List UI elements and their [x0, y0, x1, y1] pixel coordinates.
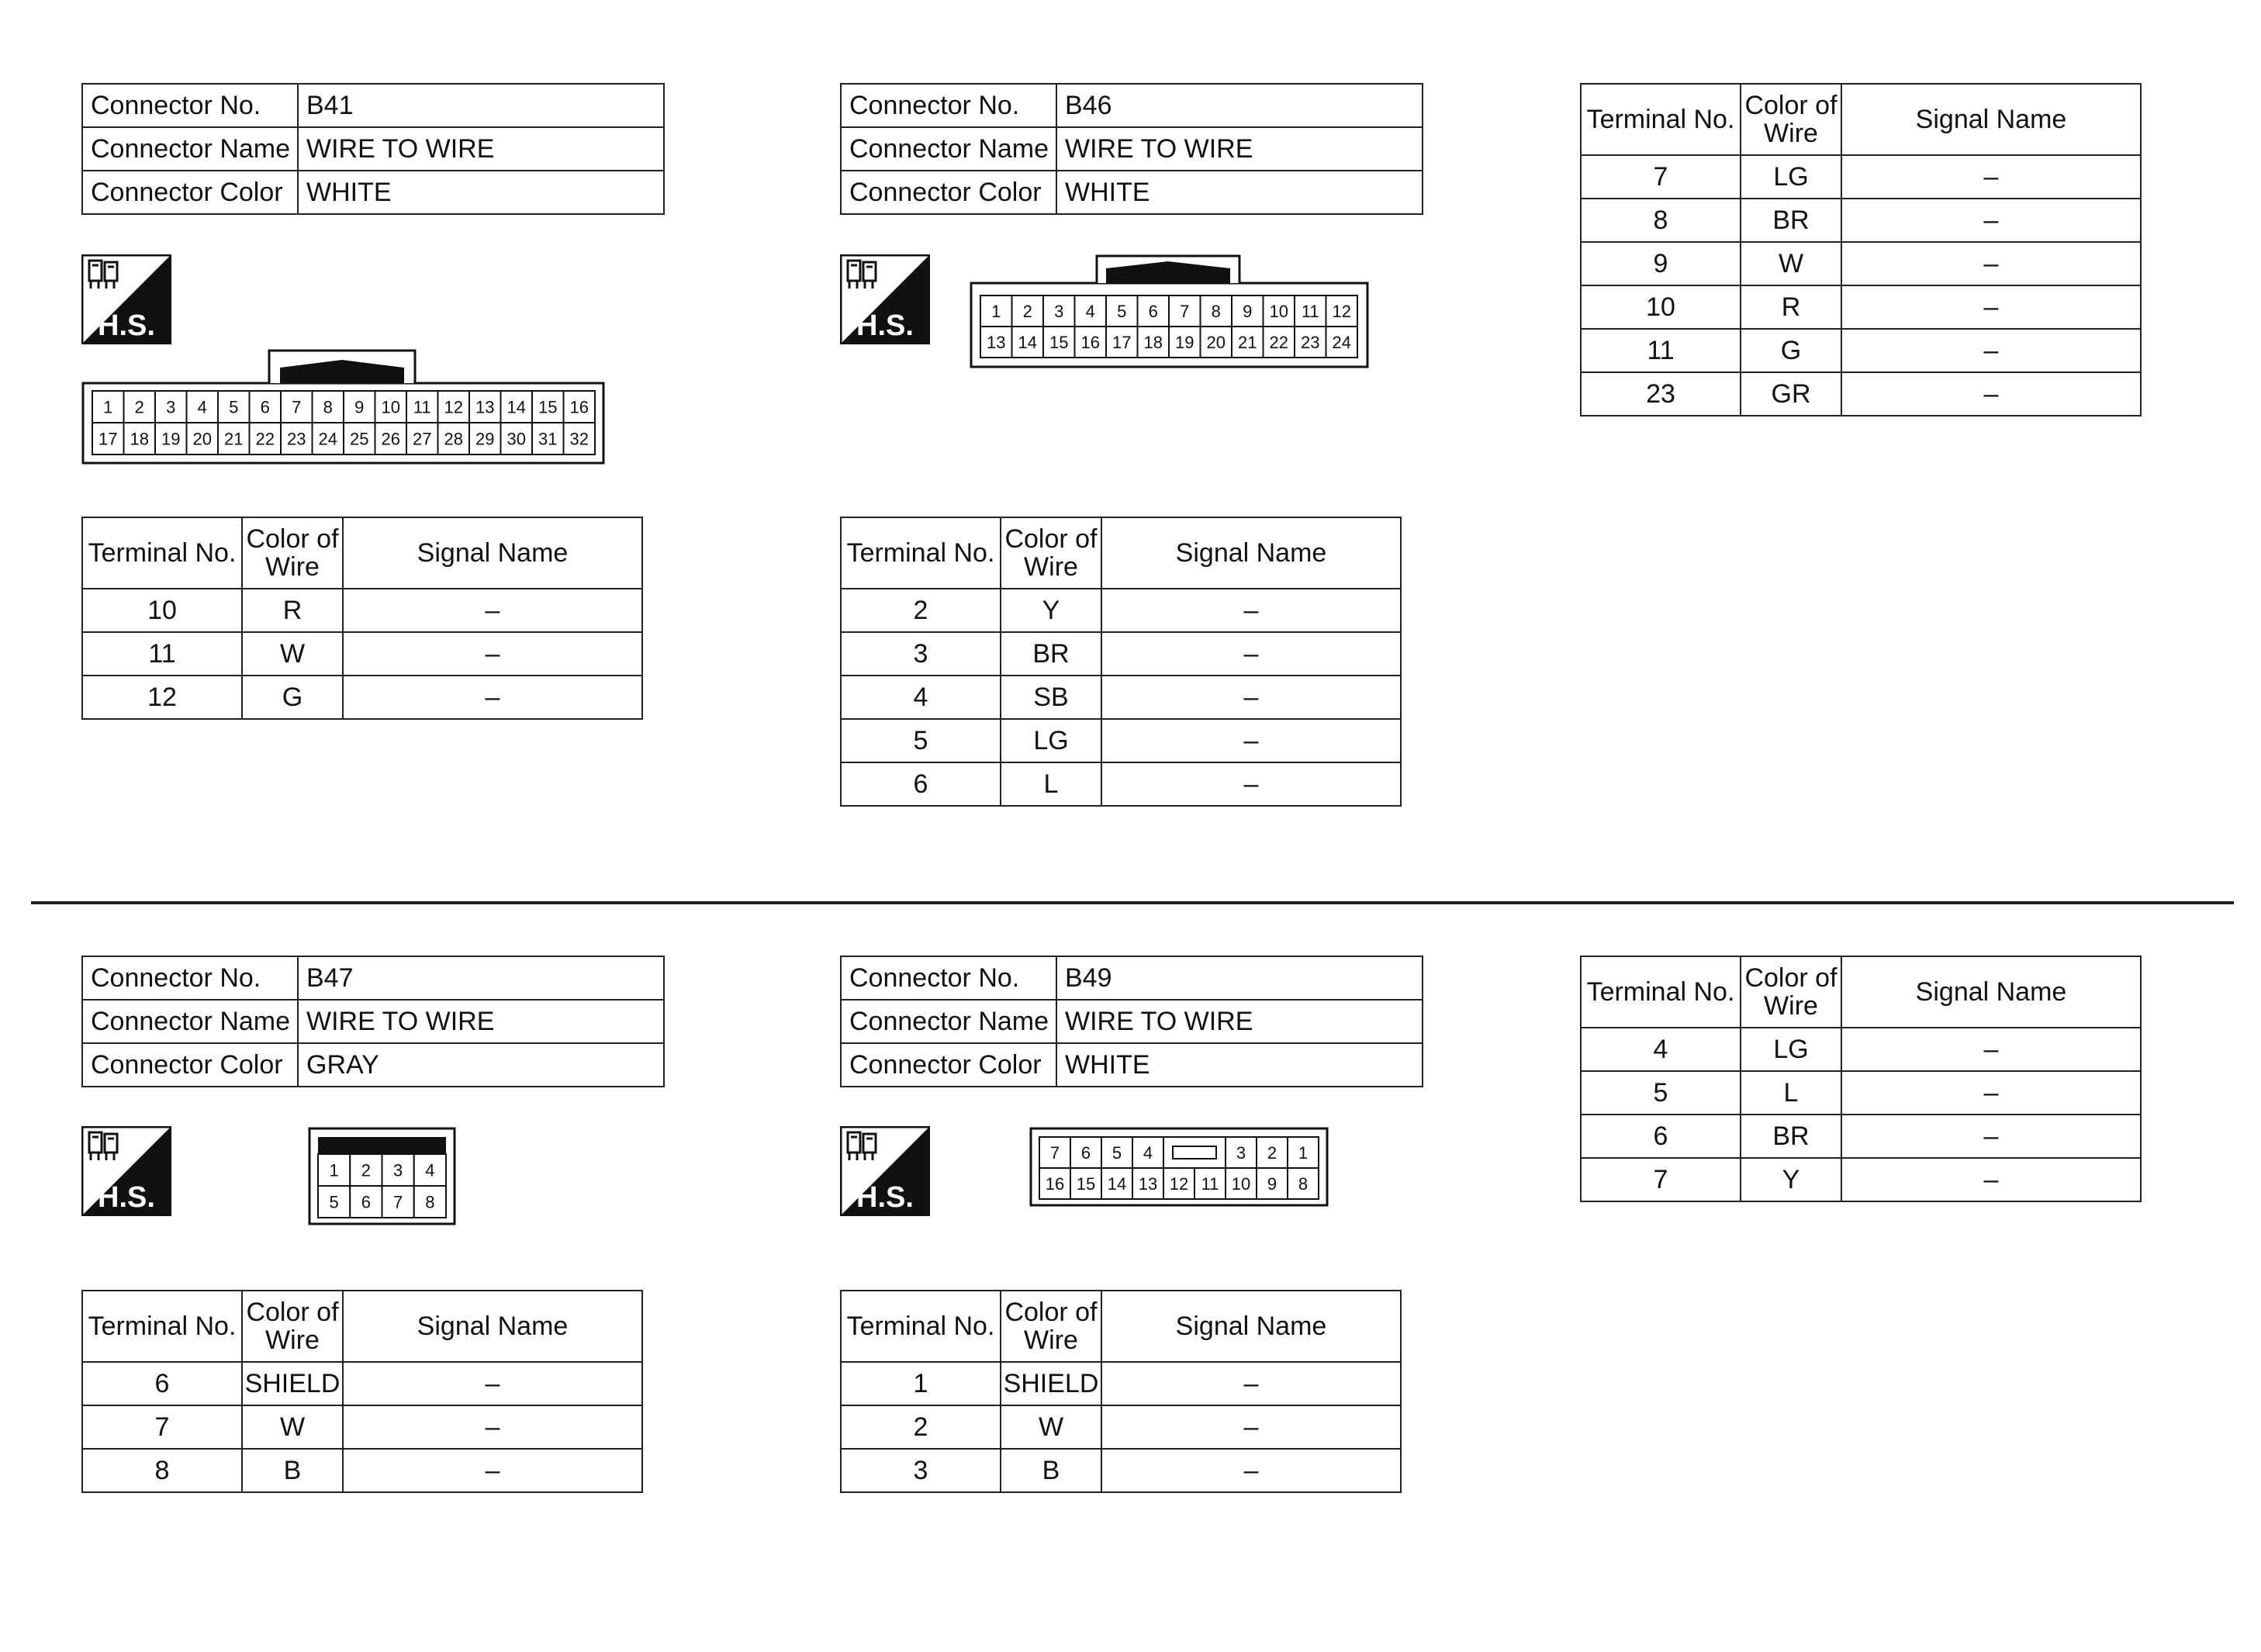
pin-number: 8: [1298, 1173, 1309, 1194]
connector-b46-terminals: [840, 517, 1402, 807]
terminal-table: [1580, 956, 2142, 1202]
pin-number: 6: [1148, 301, 1158, 321]
connector-no-value: B46: [1056, 84, 1423, 127]
connector-b49-info: [840, 956, 1423, 1087]
table-row: 7 W –: [82, 1405, 642, 1449]
harness-side-icon: [81, 1126, 171, 1216]
pin-number: 14: [1107, 1173, 1127, 1194]
table-row: 7 LG –: [1581, 155, 2141, 199]
pin-number: 17: [1112, 332, 1132, 352]
pin-number: 12: [1332, 301, 1351, 321]
pin-number: 2: [361, 1160, 371, 1180]
pin-number: 27: [413, 429, 432, 449]
connector-name-value: WIRE TO WIRE: [1056, 127, 1423, 171]
harness-side-icon: [81, 254, 171, 344]
terminal-table: [81, 517, 643, 720]
pin-number: 7: [1180, 301, 1190, 321]
info-label: Connector Color: [82, 1043, 298, 1087]
pin-number: 1: [329, 1160, 339, 1180]
pin-number: 8: [323, 397, 333, 417]
pin-number: 13: [1138, 1173, 1158, 1194]
pin-number: 5: [229, 397, 239, 417]
info-label: Connector Color: [841, 1043, 1056, 1087]
pin-number: 23: [1301, 332, 1320, 352]
pin-number: 6: [260, 397, 270, 417]
pin-number: 16: [1080, 332, 1100, 352]
connector-b46-diagram: [970, 254, 1369, 370]
pin-number: 32: [569, 429, 589, 449]
signal-name-header: Signal Name: [1101, 517, 1401, 589]
table-row: 9 W –: [1581, 242, 2141, 285]
terminal-no-header: Terminal No.: [1581, 84, 1741, 155]
info-label: Connector Color: [82, 171, 298, 214]
wire-color-header: Color of Wire: [1741, 84, 1841, 155]
table-row: 6 L –: [841, 762, 1401, 806]
pin-number: 15: [538, 397, 558, 417]
harness-side-icon: [840, 254, 930, 344]
connector-color-value: WHITE: [1056, 171, 1423, 214]
info-label: Connector No.: [82, 84, 298, 127]
connector-info-table: [840, 83, 1423, 215]
terminal-no-header: Terminal No.: [1581, 956, 1741, 1028]
terminal-table: [81, 1290, 643, 1493]
connector-no-value: B47: [298, 956, 664, 1000]
pin-number: 9: [1243, 301, 1253, 321]
pin-number: 21: [1238, 332, 1257, 352]
table-row: 11 W –: [82, 632, 642, 676]
table-row: 7 Y –: [1581, 1158, 2141, 1201]
connector-b41-diagram: [81, 348, 605, 465]
connector-b49-diagram: [1029, 1127, 1329, 1207]
pin-number: 2: [134, 397, 144, 417]
table-row: 11 G –: [1581, 329, 2141, 372]
table-row: 8 BR –: [1581, 199, 2141, 242]
section-divider: [31, 901, 2234, 904]
table-row: 23 GR –: [1581, 372, 2141, 416]
pin-number: 8: [1211, 301, 1221, 321]
pin-number: 3: [1236, 1142, 1246, 1163]
pin-number: 2: [1022, 301, 1032, 321]
terminal-no-header: Terminal No.: [82, 517, 242, 589]
info-label: Connector Name: [841, 1000, 1056, 1043]
pin-number: 5: [329, 1192, 339, 1212]
pin-number: 18: [130, 429, 149, 449]
pin-number: 13: [987, 332, 1006, 352]
terminal-table: [840, 517, 1402, 807]
wire-color-header: Color of Wire: [1741, 956, 1841, 1028]
pin-number: 15: [1076, 1173, 1096, 1194]
pin-number: 2: [1267, 1142, 1277, 1163]
pin-number: 11: [1201, 1173, 1219, 1194]
pin-number: 16: [1045, 1173, 1065, 1194]
info-label: Connector No.: [841, 956, 1056, 1000]
pin-number: 12: [444, 397, 463, 417]
pin-number: 4: [197, 397, 207, 417]
connector-color-value: GRAY: [298, 1043, 664, 1087]
pin-number: 1: [103, 397, 113, 417]
pin-number: 1: [1298, 1142, 1309, 1163]
connector-info-table: [81, 83, 665, 215]
table-row: 4 LG –: [1581, 1028, 2141, 1071]
table-row: 3 B –: [841, 1449, 1401, 1492]
table-row: 10 R –: [82, 589, 642, 632]
connector-b41-info: [81, 83, 665, 215]
pin-number: 19: [161, 429, 181, 449]
pin-number: 10: [1231, 1173, 1251, 1194]
pin-number: 1: [991, 301, 1001, 321]
pin-number: 28: [444, 429, 463, 449]
pin-number: 4: [1143, 1142, 1153, 1163]
table-row: 6 SHIELD –: [82, 1362, 642, 1405]
connector-b49-terminals: [840, 1290, 1402, 1493]
table-row: 2 Y –: [841, 589, 1401, 632]
table-row: 6 BR –: [1581, 1115, 2141, 1158]
info-label: Connector Color: [841, 171, 1056, 214]
signal-name-header: Signal Name: [343, 1291, 642, 1362]
connector-name-value: WIRE TO WIRE: [298, 1000, 664, 1043]
table-row: 10 R –: [1581, 285, 2141, 329]
harness-side-icon: [840, 1126, 930, 1216]
pin-number: 26: [381, 429, 400, 449]
table-row: 2 W –: [841, 1405, 1401, 1449]
pin-number: 24: [318, 429, 337, 449]
pin-number: 7: [292, 397, 302, 417]
connector-b47-terminals: [81, 1290, 643, 1493]
connector-name-value: WIRE TO WIRE: [298, 127, 664, 171]
hs-label: H.S.: [98, 1181, 155, 1214]
pin-number: 12: [1169, 1173, 1189, 1194]
pin-number: 3: [1054, 301, 1064, 321]
connector-color-value: WHITE: [298, 171, 664, 214]
key-slot: [1173, 1146, 1216, 1159]
info-label: Connector Name: [841, 127, 1056, 171]
pin-number: 4: [425, 1160, 435, 1180]
wire-color-header: Color of Wire: [1001, 1291, 1101, 1362]
table-row: 8 B –: [82, 1449, 642, 1492]
pin-number: 21: [224, 429, 244, 449]
table-row: 4 SB –: [841, 676, 1401, 719]
connector-color-value: WHITE: [1056, 1043, 1423, 1087]
signal-name-header: Signal Name: [1841, 84, 2141, 155]
pin-number: 4: [1085, 301, 1095, 321]
pin-number: 6: [1080, 1142, 1091, 1163]
connector-info-table: [840, 956, 1423, 1087]
pin-number: 13: [475, 397, 495, 417]
pin-number: 8: [425, 1192, 435, 1212]
info-label: Connector Name: [82, 1000, 298, 1043]
pin-number: 22: [255, 429, 275, 449]
pin-number: 16: [569, 397, 589, 417]
signal-name-header: Signal Name: [1841, 956, 2141, 1028]
terminal-no-header: Terminal No.: [82, 1291, 242, 1362]
table-row: 5 L –: [1581, 1071, 2141, 1115]
pin-number: 11: [1301, 301, 1319, 321]
connector-b49-terminals-continued: [1580, 956, 2142, 1202]
connector-b41-terminals: [81, 517, 643, 720]
hs-label: H.S.: [98, 309, 155, 342]
wire-color-header: Color of Wire: [242, 517, 343, 589]
connector-b47-diagram: [308, 1127, 456, 1225]
hs-label: H.S.: [856, 1181, 914, 1214]
table-row: 5 LG –: [841, 719, 1401, 762]
table-row: 1 SHIELD –: [841, 1362, 1401, 1405]
terminal-table: [1580, 83, 2142, 416]
table-row: 3 BR –: [841, 632, 1401, 676]
pin-number: 9: [1267, 1173, 1277, 1194]
pin-number: 6: [361, 1192, 371, 1212]
signal-name-header: Signal Name: [343, 517, 642, 589]
connector-no-value: B49: [1056, 956, 1423, 1000]
pin-number: 7: [393, 1192, 403, 1212]
pin-number: 3: [166, 397, 176, 417]
pin-number: 30: [506, 429, 526, 449]
pin-number: 10: [1269, 301, 1288, 321]
pin-number: 25: [350, 429, 369, 449]
pin-number: 31: [538, 429, 558, 449]
pin-number: 23: [287, 429, 306, 449]
signal-name-header: Signal Name: [1101, 1291, 1401, 1362]
connector-b46-info: [840, 83, 1423, 215]
info-label: Connector Name: [82, 127, 298, 171]
pin-number: 14: [1018, 332, 1037, 352]
connector-b46-terminals-continued: [1580, 83, 2142, 416]
pin-number: 22: [1269, 332, 1288, 352]
info-label: Connector No.: [841, 84, 1056, 127]
pin-number: 29: [475, 429, 495, 449]
pin-number: 17: [99, 429, 118, 449]
pin-number: 14: [506, 397, 526, 417]
pin-number: 11: [413, 397, 431, 417]
pin-number: 3: [393, 1160, 403, 1180]
pin-number: 10: [381, 397, 400, 417]
pin-number: 5: [1117, 301, 1127, 321]
connector-no-value: B41: [298, 84, 664, 127]
wire-color-header: Color of Wire: [242, 1291, 343, 1362]
pin-number: 7: [1049, 1142, 1060, 1163]
pin-number: 20: [192, 429, 212, 449]
pin-number: 5: [1111, 1142, 1122, 1163]
wire-color-header: Color of Wire: [1001, 517, 1101, 589]
pin-number: 19: [1175, 332, 1194, 352]
pin-number: 24: [1332, 332, 1351, 352]
pin-number: 20: [1206, 332, 1226, 352]
terminal-no-header: Terminal No.: [841, 1291, 1001, 1362]
pin-number: 9: [354, 397, 365, 417]
hs-label: H.S.: [856, 309, 914, 342]
info-label: Connector No.: [82, 956, 298, 1000]
pin-number: 18: [1143, 332, 1163, 352]
pin-number: 15: [1049, 332, 1069, 352]
connector-info-table: [81, 956, 665, 1087]
terminal-no-header: Terminal No.: [841, 517, 1001, 589]
terminal-table: [840, 1290, 1402, 1493]
table-row: 12 G –: [82, 676, 642, 719]
connector-name-value: WIRE TO WIRE: [1056, 1000, 1423, 1043]
connector-b47-info: [81, 956, 665, 1087]
